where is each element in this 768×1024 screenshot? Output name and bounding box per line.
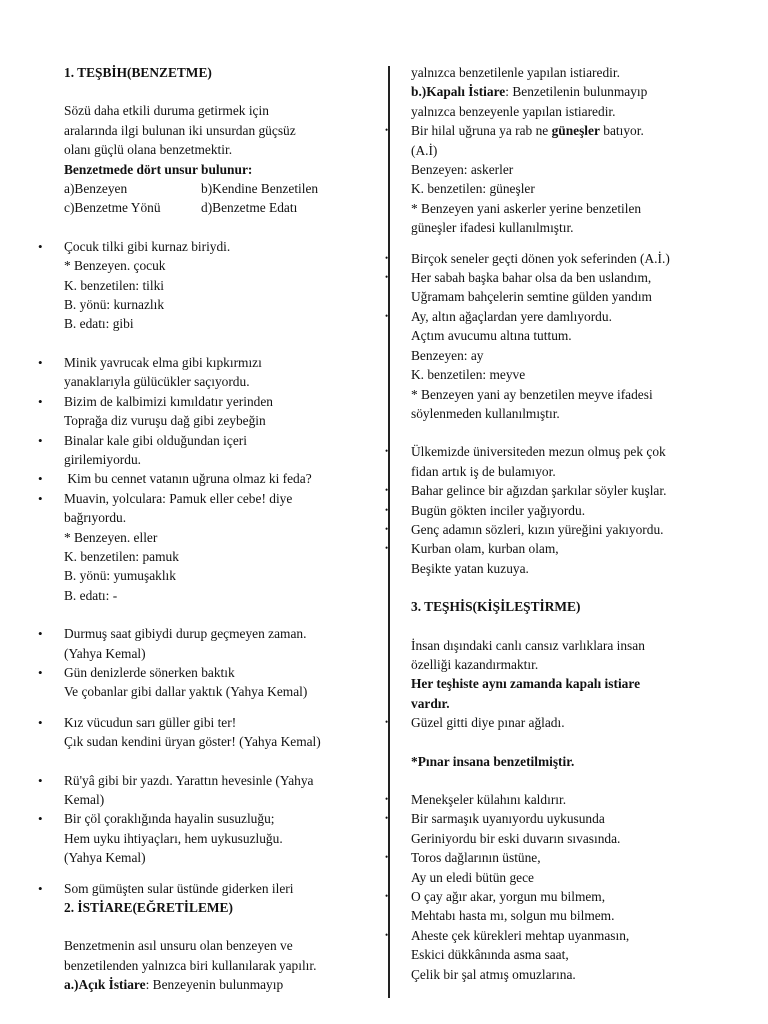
example-item — [64, 624, 382, 663]
text-line: (Yahya Kemal) — [64, 850, 146, 866]
istiare-heading: 2. İSTİARE(EĞRETİLEME) — [64, 900, 233, 916]
text-line: Ay un eledi bütün gece — [411, 869, 534, 885]
example-item — [411, 848, 741, 887]
text-line: • Minik yavrucak elma gibi kıpkırmızı — [64, 354, 262, 370]
text-line: Toprağa diz vuruşu dağ gibi zeybeğin — [64, 413, 266, 429]
text-line: • Bizim de kalbimizi kımıldatır yerinden — [64, 393, 273, 409]
text-line: • Ay, altın ağaçlardan yere damlıyordu. — [411, 308, 612, 324]
text-line: • Çocuk tilki gibi kurnaz biriydi. — [64, 238, 231, 254]
example-item — [411, 268, 741, 307]
text-line: Kemal) — [64, 792, 105, 807]
acik-istiare-line — [64, 975, 382, 994]
example-item — [411, 307, 741, 423]
text-line: • Durmuş saat gibiydi durup geçmeyen zaman. — [64, 626, 307, 642]
text-line: İnsan dışındaki canlı cansız varlıklara insan — [411, 637, 645, 653]
example-item — [64, 879, 382, 898]
elements-heading: Benzetmede dört unsur bulunur: — [64, 161, 253, 177]
text-line: söylenmeden kullanılmıştır. — [411, 405, 560, 421]
example-item — [64, 431, 382, 470]
example-item — [411, 520, 741, 539]
text-line: • Kız vücudun sarı güller gibi ter! — [64, 714, 237, 730]
text-line: Geriniyordu bir eski duvarın sıvasında. — [411, 830, 621, 846]
text-line: • Kurban olam, kurban olam, — [411, 541, 559, 557]
text-line: * Benzeyen. eller — [64, 529, 158, 545]
example-item — [64, 663, 382, 702]
example-item — [64, 713, 382, 752]
example-item — [411, 926, 741, 984]
text-line: * Benzeyen yani ay benzetilen meyve ifadesi — [411, 386, 653, 402]
kapali-istiare-line — [411, 82, 741, 101]
text-line: (Yahya Kemal) — [64, 645, 146, 661]
text-line: • Muavin, yolculara: Pamuk eller cebe! diye — [64, 490, 293, 506]
example-item — [64, 392, 382, 431]
text-line: • Birçok seneler geçti dönen yok seferinden (A.İ.) — [411, 250, 670, 266]
text-line: • Genç adamın sözleri, kızın yüreğini yakıyordu. — [411, 521, 664, 537]
acik-istiare-label: a.)Açık İstiare — [64, 977, 146, 993]
element-label: d)Benzetme Edatı — [201, 200, 298, 216]
elements-row — [64, 179, 382, 198]
text-segment: batıyor. — [599, 123, 644, 139]
text-line: girilemiyordu. — [64, 451, 141, 467]
text-line: B. yönü: yumuşaklık — [64, 568, 176, 584]
teshbih-heading: 1. TEŞBİH(BENZETME) — [64, 65, 212, 80]
pinar-note: *Pınar insana benzetilmiştir. — [411, 753, 575, 769]
text-line: K. benzetilen: tilki — [64, 277, 165, 293]
text-line: vardır. — [411, 695, 450, 711]
text-line: * Benzeyen. çocuk — [64, 258, 166, 274]
example-item — [411, 249, 741, 268]
example-item — [411, 442, 741, 481]
text-line: fidan artık iş de bulamıyor. — [411, 463, 556, 479]
right-column — [411, 63, 741, 984]
teshis-note — [411, 674, 741, 713]
example-item — [64, 469, 382, 488]
text-segment: güneşler — [551, 123, 600, 139]
text-line: özelliği kazandırmaktır. — [411, 656, 539, 672]
text-line: • Aheste çek kürekleri mehtap uyanmasın, — [411, 927, 630, 943]
text-line: Hem uyku ihtiyaçları, hem uykusuzluğu. — [64, 830, 283, 846]
text-line: Uğramam bahçelerin semtine gülden yandım — [411, 289, 652, 305]
text-line: • O çay ağır akar, yorgun mu bilmem, — [411, 889, 606, 905]
element-label: c)Benzetme Yönü — [64, 200, 161, 216]
text-line: Çık sudan kendini üryan göster! (Yahya Kemal) — [64, 734, 321, 750]
text-line: • Ülkemizde üniversiteden mezun olmuş pek çok — [411, 444, 666, 460]
text-line: Sözü daha etkili duruma getirmek için — [64, 103, 269, 119]
example-item — [411, 790, 741, 809]
istiare-definition — [64, 936, 382, 975]
text-line: B. edatı: - — [64, 587, 118, 603]
example-item — [411, 713, 741, 732]
text-line: • Kim bu cennet vatanın uğruna olmaz ki feda? — [64, 471, 312, 487]
text-line: • Bir sarmaşık uyanıyordu uykusunda — [411, 811, 605, 827]
text-line: bağrıyordu. — [64, 510, 127, 526]
teshis-heading: 3. TEŞHİS(KİŞİLEŞTİRME) — [411, 599, 581, 615]
text-line: Çelik bir şal atmış omuzlarına. — [411, 966, 576, 982]
example-item — [411, 809, 741, 848]
teshbih-definition — [64, 101, 382, 159]
text-line: Benzeyen: ay — [411, 347, 484, 363]
text-line: benzetilenden yalnızca biri kullanılarak yapılır. — [64, 957, 317, 973]
elements-row — [64, 198, 382, 217]
text-line: K. benzetilen: güneşler — [411, 181, 535, 197]
column-divider — [388, 66, 390, 998]
teshis-definition — [411, 636, 741, 675]
text-line: : Benzeyenin bulunmayıp — [145, 977, 284, 993]
element-label: a)Benzeyen — [64, 181, 128, 197]
text-line: * Benzeyen yani askerler yerine benzetilen — [411, 200, 642, 216]
left-column — [64, 63, 382, 995]
text-line: : Benzetilenin bulunmayıp — [505, 84, 648, 100]
text-line: • Güzel gitti diye pınar ağladı. — [411, 715, 565, 731]
text-segment: Bir hilal uğruna ya rab ne — [411, 123, 552, 139]
text-line: • Bahar gelince bir ağızdan şarkılar söyler kuşlar. — [411, 483, 667, 499]
text-line: B. yönü: kurnazlık — [64, 297, 165, 313]
example-item — [411, 887, 741, 926]
text-line: • Her sabah başka bahar olsa da ben uslandım, — [411, 270, 652, 286]
example-item — [64, 353, 382, 392]
text-line: olanı güçlü olana benzetmektir. — [64, 142, 233, 158]
example-item — [411, 121, 741, 237]
text-line: K. benzetilen: pamuk — [64, 548, 179, 564]
text-line: aralarında ilgi bulunan iki unsurdan güçsüz — [64, 122, 296, 138]
text-line: Her teşhiste aynı zamanda kapalı istiare — [411, 676, 641, 692]
text-line: • Binalar kale gibi olduğundan içeri — [64, 432, 247, 448]
text-line: yalnızca benzetilenle yapılan istiaredir. — [411, 65, 620, 80]
text-line: Mehtabı hasta mı, solgun mu bilmem. — [411, 908, 615, 924]
text-line: B. edatı: gibi — [64, 316, 134, 332]
example-item — [64, 489, 382, 605]
example-item — [64, 809, 382, 867]
text-line: Ve çobanlar gibi dallar yaktık (Yahya Kemal) — [64, 684, 308, 700]
text-line: • Rü'yâ gibi bir yazdı. Yarattın hevesinle (Yahya — [64, 772, 314, 788]
text-line: yanaklarıyla gülücükler saçıyordu. — [64, 374, 250, 390]
text-line: Benzeyen: askerler — [411, 162, 514, 178]
example-item — [64, 237, 382, 334]
text-line: • Bugün gökten inciler yağıyordu. — [411, 502, 586, 518]
text-line: • Menekşeler külahını kaldırır. — [411, 792, 567, 807]
text-line: güneşler ifadesi kullanılmıştır. — [411, 220, 574, 236]
text-line: Beşikte yatan kuzuya. — [411, 560, 529, 576]
text-line: Açtım avucumu altına tuttum. — [411, 328, 572, 344]
text-line: Eskici dükkânında asma saat, — [411, 947, 569, 963]
text-line: Benzetmenin asıl unsuru olan benzeyen ve — [64, 938, 293, 954]
text-line: K. benzetilen: meyve — [411, 367, 526, 383]
example-item — [411, 539, 741, 578]
text-line — [411, 121, 741, 140]
text-line: yalnızca benzeyenle yapılan istiaredir. — [411, 103, 616, 119]
example-item — [64, 771, 382, 810]
kapali-istiare-label: b.)Kapalı İstiare — [411, 84, 506, 100]
example-item — [411, 481, 741, 500]
text-line: • Som gümüşten sular üstünde giderken ileri — [64, 880, 294, 896]
text-line: • Toros dağlarının üstüne, — [411, 850, 541, 866]
text-line: (A.İ) — [411, 142, 438, 158]
example-item — [411, 501, 741, 520]
text-line: • Bir çöl çoraklığında hayalin susuzluğu; — [64, 811, 275, 827]
element-label: b)Kendine Benzetilen — [201, 181, 319, 197]
text-line: • Gün denizlerde sönerken baktık — [64, 664, 235, 680]
